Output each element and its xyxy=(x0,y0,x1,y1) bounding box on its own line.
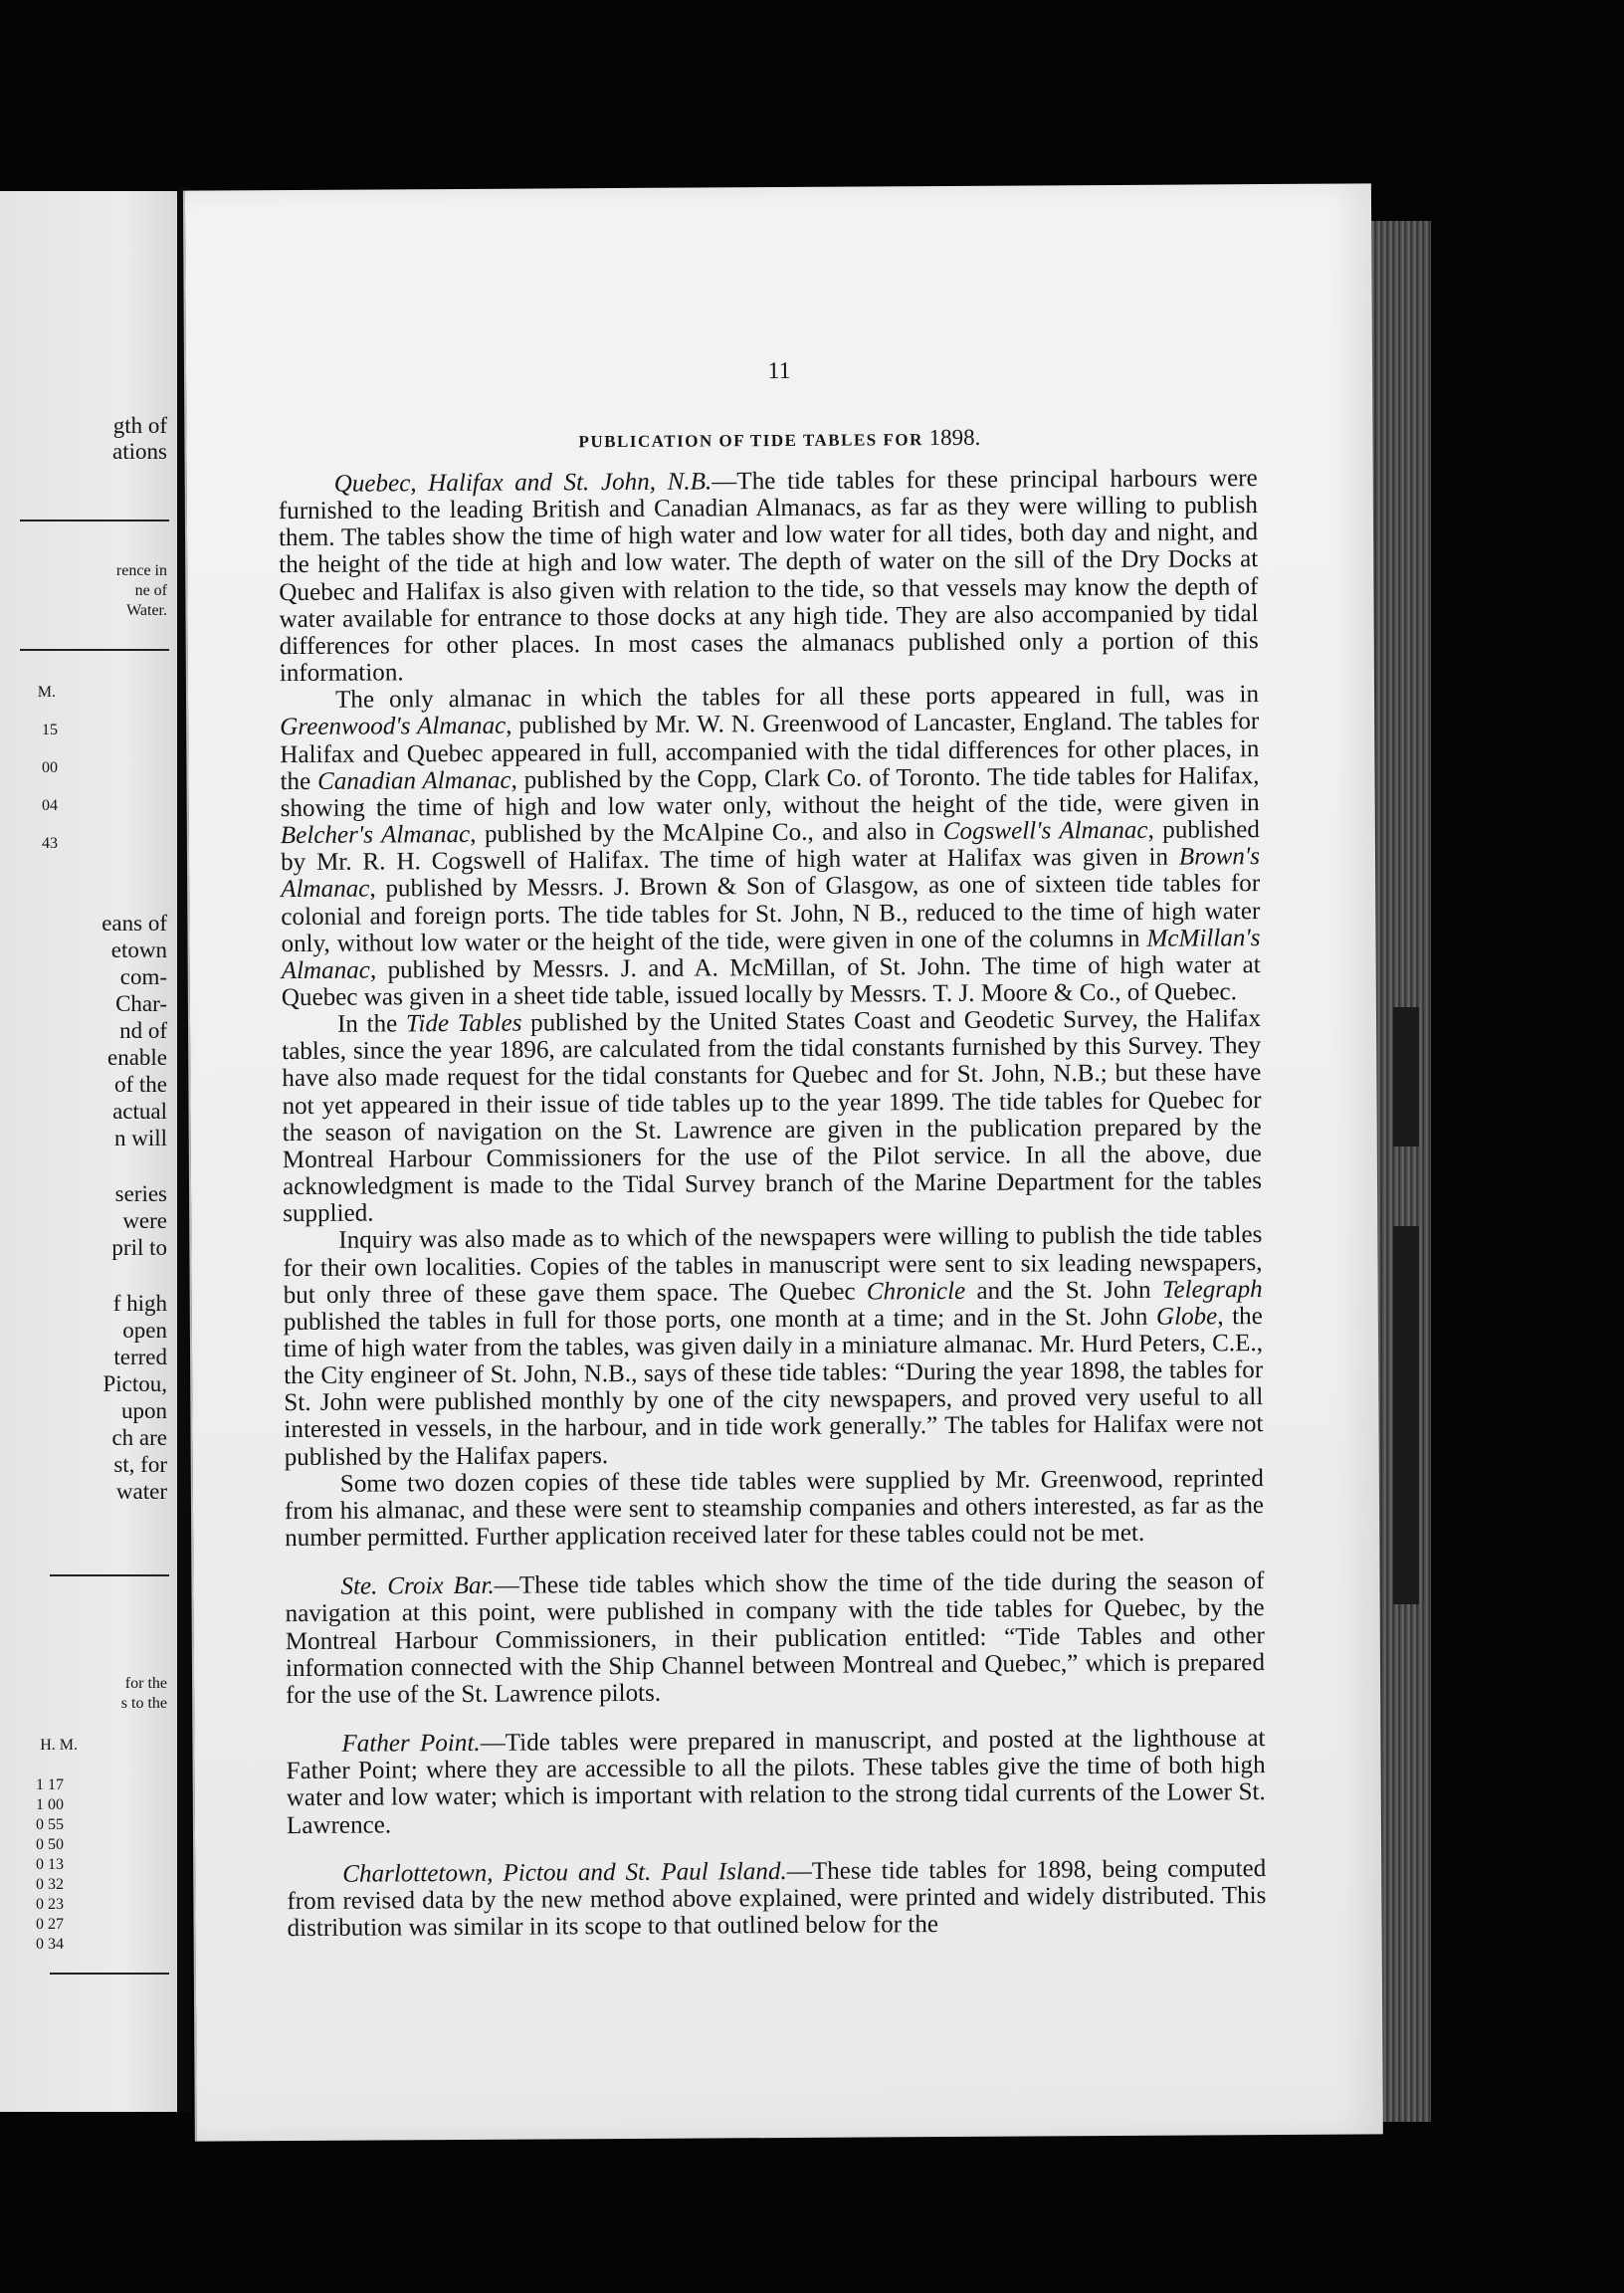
left-table-cell: 0 32 xyxy=(36,1876,64,1893)
paragraph-text: , published by the McAlpine Co., and also in xyxy=(470,818,943,848)
left-text-fragment: ations xyxy=(112,439,167,464)
left-text-fragment: f high xyxy=(112,1291,167,1316)
left-text-fragment: 43 xyxy=(42,835,58,852)
left-text-fragment: water xyxy=(115,1479,167,1504)
left-text-fragment: H. M. xyxy=(40,1737,78,1754)
left-text-fragment: eans of xyxy=(102,911,167,936)
almanac-title: Canadian Almanac xyxy=(316,766,511,795)
paragraph-text: , the time of high water from the tables, was given daily in a miniature almanac. Mr. Hurd Peters, C.E., the City engineer of St. John, N.B., says of these tide tables: “During the year 1898, the tables for St. John were published monthly by one of the city newspapers, and proved very useful to all interested in vessels, in the harbour, and in tide work generally.” The tables for Halifax were not published by the Halifax papers. xyxy=(283,1302,1264,1471)
paragraph-text: published by the United States Coast and Geodetic Survey, the Halifax tables, since the year 1896, are calculated from the tidal constants furnished by this Survey. They have also made request for the tidal constants for Quebec and for St. John, N.B.; but these have not yet appeared in their issue of tide tables up to the year 1899. The tide tables for Quebec for the season of navigation on the St. Lawrence are given in the publication prepared by the Montreal Harbour Commissioners for the use of the Pilot service. In all the above, due acknowledgment is made to the Tidal Survey branch of the Marine Department for the tables supplied. xyxy=(282,1005,1263,1228)
paragraph-father-point xyxy=(286,1725,1266,1839)
paragraph-lead: Ste. Croix Bar. xyxy=(340,1572,495,1600)
left-text-fragment: com- xyxy=(119,964,167,989)
left-text-fragment: gth of xyxy=(112,413,167,438)
edge-tab xyxy=(1393,1007,1419,1146)
left-text-fragment: n will xyxy=(113,1126,167,1150)
almanac-title: Cogswell's Almanac xyxy=(942,816,1148,846)
left-text-fragment: 00 xyxy=(42,759,58,776)
left-table-cell: 0 23 xyxy=(36,1896,64,1913)
left-text-fragment: enable xyxy=(106,1045,167,1070)
page-title-text: PUBLICATION OF TIDE TABLES FOR xyxy=(578,430,923,452)
paragraph-text: —These tide tables which show the time of the tide during the season of navigation at this point, were published in company with the tide tables for Quebec, by the Montreal Harbour Commissioners, in their publication entitled: “Tide Tables and other information connected with the Ship Channel between Montreal and Quebec,” which is prepared for the use of the St. Lawrence pilots. xyxy=(285,1567,1266,1709)
paragraph-text: , published by Messrs. J. and A. McMillan, of St. John. The time of high water at Quebec was given in a sheet tide table, issued locally by Messrs. T. J. Moore & Co., of Quebec. xyxy=(281,950,1261,1012)
left-table-cell: 0 55 xyxy=(36,1816,64,1833)
newspaper-title: Chronicle xyxy=(866,1277,966,1306)
paragraph-lead: Charlottetown, Pictou and St. Paul Island. xyxy=(342,1857,787,1888)
almanac-title: Belcher's Almanac xyxy=(280,820,471,850)
paragraph-text: and the St. John xyxy=(965,1276,1162,1305)
paragraph-text: Inquiry was also made as to which of the newspapers were willing to publish the tide tables for their own localities. Copies of the tables in manuscript were sent to six leading newspapers, but only three of these gave them space. The Quebec xyxy=(283,1221,1263,1309)
left-text-fragment: series xyxy=(114,1181,167,1206)
almanac-title: Greenwood's Almanac xyxy=(280,713,507,741)
paragraph-text: published the tables in full for those ports, one month at a time; and in the St. John xyxy=(283,1303,1157,1336)
paragraph-text: The only almanac in which the tables for all these ports appeared in full, was in xyxy=(334,681,1260,715)
almanac-title: Brown's Almanac xyxy=(281,843,1261,904)
left-text-fragment: were xyxy=(122,1208,167,1233)
left-text-fragment: actual xyxy=(112,1099,167,1124)
left-text-fragment: ch are xyxy=(111,1425,167,1450)
paragraph-almanacs xyxy=(280,681,1261,1011)
paragraph-lead: Quebec, Halifax and St. John, N.B. xyxy=(333,468,712,498)
left-table-cell: 1 17 xyxy=(36,1776,64,1793)
paragraph-text: , published by the Copp, Clark Co. of Toronto. The tide tables for Halifax, showing the time of high and low water only, without the height of the tide, were given in xyxy=(280,761,1260,822)
page-number: 11 xyxy=(767,357,791,385)
left-table-cell: 0 27 xyxy=(36,1916,64,1933)
left-text-fragment: for the xyxy=(124,1675,167,1692)
left-divider xyxy=(50,1973,169,1975)
almanac-title: McMillan's Almanac xyxy=(281,924,1261,984)
paragraph-reprints: Some two dozen copies of these tide tables were supplied by Mr. Greenwood, reprinted from his almanac, and these were sent to steamship companies and others interested, as far as the number permitted. Further application received later for these tables could not be met. xyxy=(284,1464,1265,1553)
paragraph-ste-croix-bar xyxy=(285,1567,1265,1709)
newspaper-title: Telegraph xyxy=(1161,1275,1263,1304)
paragraph-lead: Father Point. xyxy=(341,1729,481,1758)
publication-title: Tide Tables xyxy=(405,1009,522,1038)
left-text-fragment: 04 xyxy=(42,797,58,814)
left-text-fragment: Char- xyxy=(115,991,167,1016)
left-table-cell: 0 34 xyxy=(36,1936,64,1953)
left-table-cell: 1 00 xyxy=(36,1796,64,1813)
left-text-fragment: open xyxy=(122,1318,167,1343)
left-text-fragment: Pictou, xyxy=(102,1371,167,1396)
left-table-cell: 0 50 xyxy=(36,1836,64,1853)
newspaper-title: Globe xyxy=(1155,1303,1218,1331)
left-text-fragment: nd of xyxy=(119,1018,167,1043)
page-title xyxy=(186,422,1372,455)
previous-page-fragment xyxy=(0,191,177,2112)
paragraph-text: —The tide tables for these principal harbours were furnished to the leading British and Canadian Almanacs, as far as they were willing to publish them. The tables show the time of high water and low water for all tides, both day and night, and the height of the tide at high and low water. The depth of water on the sill of the Dry Docks at Quebec and Halifax is also given with relation to the tide, so that vessels may know the depth of water available for entrance to those docks at any high tide. They are also accompanied by tidal differences for other places. In most cases the almanacs published only a portion of this information. xyxy=(278,465,1259,688)
paragraph-text: , published by Mr. R. H. Cogswell of Halifax. The time of high water at Halifax was given in xyxy=(280,816,1260,877)
edge-tab xyxy=(1393,1226,1419,1604)
left-text-fragment: rence in xyxy=(115,562,167,579)
left-text-fragment: st, for xyxy=(113,1452,167,1477)
left-text-fragment: upon xyxy=(121,1398,167,1423)
paragraph-us-tide-tables xyxy=(282,1005,1262,1227)
left-text-fragment: terred xyxy=(113,1345,167,1369)
document-page xyxy=(183,183,1383,2141)
left-text-fragment: of the xyxy=(113,1072,167,1097)
paragraph-text: —Tide tables were prepared in manuscript, and posted at the lighthouse at Father Point; where they are accessible to all the pilots. These tables give the time of both high water and low water; which is important with relation to the strong tidal currents of the Lower St. Lawrence. xyxy=(286,1725,1266,1839)
left-text-fragment: etown xyxy=(110,938,167,962)
left-text-fragment: ne of xyxy=(134,582,167,599)
left-text-fragment: M. xyxy=(37,684,56,701)
paragraph-newspapers xyxy=(283,1221,1263,1470)
paragraph-text: In the xyxy=(336,1010,407,1038)
left-text-fragment: s to the xyxy=(120,1695,167,1712)
paragraph-text: , published by Mr. W. N. Greenwood of Lancaster, England. The tables for Halifax and Quebec appeared in full, accompanied with the tidal differences for other places, in the xyxy=(280,708,1260,795)
left-divider xyxy=(20,649,169,651)
left-text-fragment: Water. xyxy=(126,602,167,619)
left-divider xyxy=(50,1574,169,1576)
paragraph-text: —These tide tables for 1898, being computed from revised data by the new method above explained, were printed and widely distributed. This distribution was similar in its scope to that outlined below for the xyxy=(287,1854,1267,1943)
left-table-cell: 0 13 xyxy=(36,1856,64,1873)
left-text-fragment: 15 xyxy=(42,722,58,738)
left-divider xyxy=(20,520,169,521)
body-text xyxy=(279,465,1267,1942)
paragraph-charlottetown xyxy=(287,1855,1266,1942)
paragraph-quebec-halifax-stjohn xyxy=(279,465,1259,687)
page-title-year: 1898. xyxy=(928,424,981,451)
left-text-fragment: pril to xyxy=(111,1235,167,1260)
paragraph-text: , published by Messrs. J. Brown & Son of Glasgow, as one of sixteen tide tables for colonial and foreign ports. The tide tables for St. John, N B., reduced to the time of high water only, without low water or the height of the tide, were given in one of the columns in xyxy=(281,870,1261,957)
